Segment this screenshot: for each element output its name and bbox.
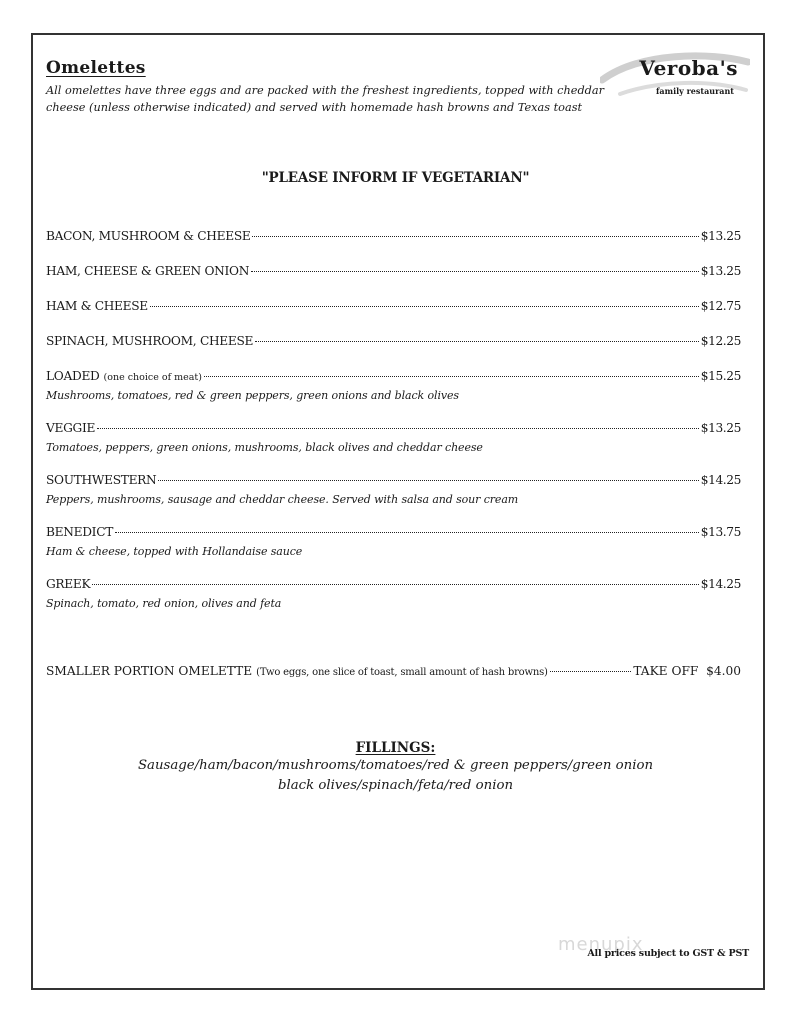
menu-item-description: Peppers, mushrooms, sausage and cheddar cheese. Served with salsa and sour cream bbox=[46, 493, 519, 506]
menu-item-note: (one choice of meat) bbox=[103, 372, 202, 383]
menu-item-row bbox=[46, 577, 741, 595]
menu-item-name: SPINACH, MUSHROOM, CHEESE bbox=[46, 334, 254, 348]
dot-leader bbox=[115, 532, 699, 533]
intro-line: cheese (unless otherwise indicated) and served with homemade hash browns and Texas toast bbox=[46, 101, 583, 114]
menu-item bbox=[46, 577, 741, 612]
vegetarian-notice: "PLEASE INFORM IF VEGETARIAN" bbox=[261, 170, 530, 186]
fillings-line: black olives/spinach/feta/red onion bbox=[277, 778, 514, 793]
dot-leader bbox=[251, 271, 699, 272]
menu-item-row bbox=[46, 334, 741, 352]
menu-item-name: LOADED bbox=[46, 369, 100, 383]
logo-tagline: family restaurant bbox=[655, 86, 734, 96]
menu-item-price: $13.25 bbox=[700, 229, 741, 243]
menu-item-row bbox=[46, 299, 741, 317]
menu-item bbox=[46, 334, 741, 352]
dot-leader bbox=[550, 671, 632, 672]
menu-item-name: SOUTHWESTERN bbox=[46, 473, 157, 487]
menu-item-description: Tomatoes, peppers, green onions, mushrooms, black olives and cheddar cheese bbox=[46, 441, 483, 454]
menu-item-row bbox=[46, 421, 741, 439]
menu-item-name: HAM & CHEESE bbox=[46, 299, 148, 313]
smaller-portion-price: TAKE OFF $4.00 bbox=[633, 664, 741, 678]
intro-text bbox=[46, 82, 616, 116]
menu-item-price: $14.25 bbox=[700, 473, 741, 487]
menu-item bbox=[46, 421, 741, 456]
menu-item-name: HAM, CHEESE & GREEN ONION bbox=[46, 264, 250, 278]
menu-item-row bbox=[46, 525, 741, 543]
menu-item-price: $14.25 bbox=[700, 577, 741, 591]
menu-item-description: Mushrooms, tomatoes, red & green peppers, green onions and black olives bbox=[46, 389, 459, 402]
smaller-portion-name: SMALLER PORTION OMELETTE bbox=[46, 664, 253, 678]
page-title: Omelettes bbox=[46, 58, 146, 78]
dot-leader bbox=[158, 480, 698, 481]
logo-name: Veroba's bbox=[639, 56, 738, 80]
menu-item-price: $13.25 bbox=[700, 421, 741, 435]
menu-item bbox=[46, 229, 741, 247]
menu-item-row bbox=[46, 229, 741, 247]
dot-leader bbox=[204, 376, 699, 377]
menu-item bbox=[46, 369, 741, 404]
menu-item bbox=[46, 264, 741, 282]
menu-item-name: VEGGIE bbox=[46, 421, 96, 435]
watermark: menupix bbox=[558, 934, 644, 955]
menu-item-price: $12.25 bbox=[700, 334, 741, 348]
menu-item-price: $15.25 bbox=[700, 369, 741, 383]
menu-item-name: BENEDICT bbox=[46, 525, 114, 539]
smaller-portion-detail: (Two eggs, one slice of toast, small amount of hash browns) bbox=[256, 667, 548, 678]
menu-item-row bbox=[46, 369, 741, 387]
fillings-title: FILLINGS: bbox=[355, 740, 436, 756]
menu-item-name: GREEK bbox=[46, 577, 91, 591]
dot-leader bbox=[92, 584, 698, 585]
intro-line: All omelettes have three eggs and are packed with the freshest ingredients, topped with cheddar bbox=[46, 84, 605, 97]
tax-footnote: All prices subject to GST & PST bbox=[587, 948, 749, 959]
dot-leader bbox=[150, 306, 699, 307]
smaller-portion-row bbox=[46, 664, 741, 678]
restaurant-logo bbox=[600, 50, 750, 100]
menu-item bbox=[46, 299, 741, 317]
menu-item-description: Spinach, tomato, red onion, olives and feta bbox=[46, 597, 282, 610]
menu-item-price: $12.75 bbox=[700, 299, 741, 313]
menu-item-row bbox=[46, 473, 741, 491]
menu-item-description: Ham & cheese, topped with Hollandaise sauce bbox=[46, 545, 303, 558]
dot-leader bbox=[255, 341, 699, 342]
menu-items-list bbox=[46, 229, 741, 629]
fillings-section bbox=[0, 740, 791, 796]
fillings-line: Sausage/ham/bacon/mushrooms/tomatoes/red & green peppers/green onion bbox=[137, 758, 654, 773]
menu-item bbox=[46, 525, 741, 560]
menu-item-row bbox=[46, 264, 741, 282]
menu-item-name: BACON, MUSHROOM & CHEESE bbox=[46, 229, 251, 243]
dot-leader bbox=[252, 236, 698, 237]
menu-item-price: $13.75 bbox=[700, 525, 741, 539]
menu-item-price: $13.25 bbox=[700, 264, 741, 278]
menu-item bbox=[46, 473, 741, 508]
dot-leader bbox=[97, 428, 699, 429]
